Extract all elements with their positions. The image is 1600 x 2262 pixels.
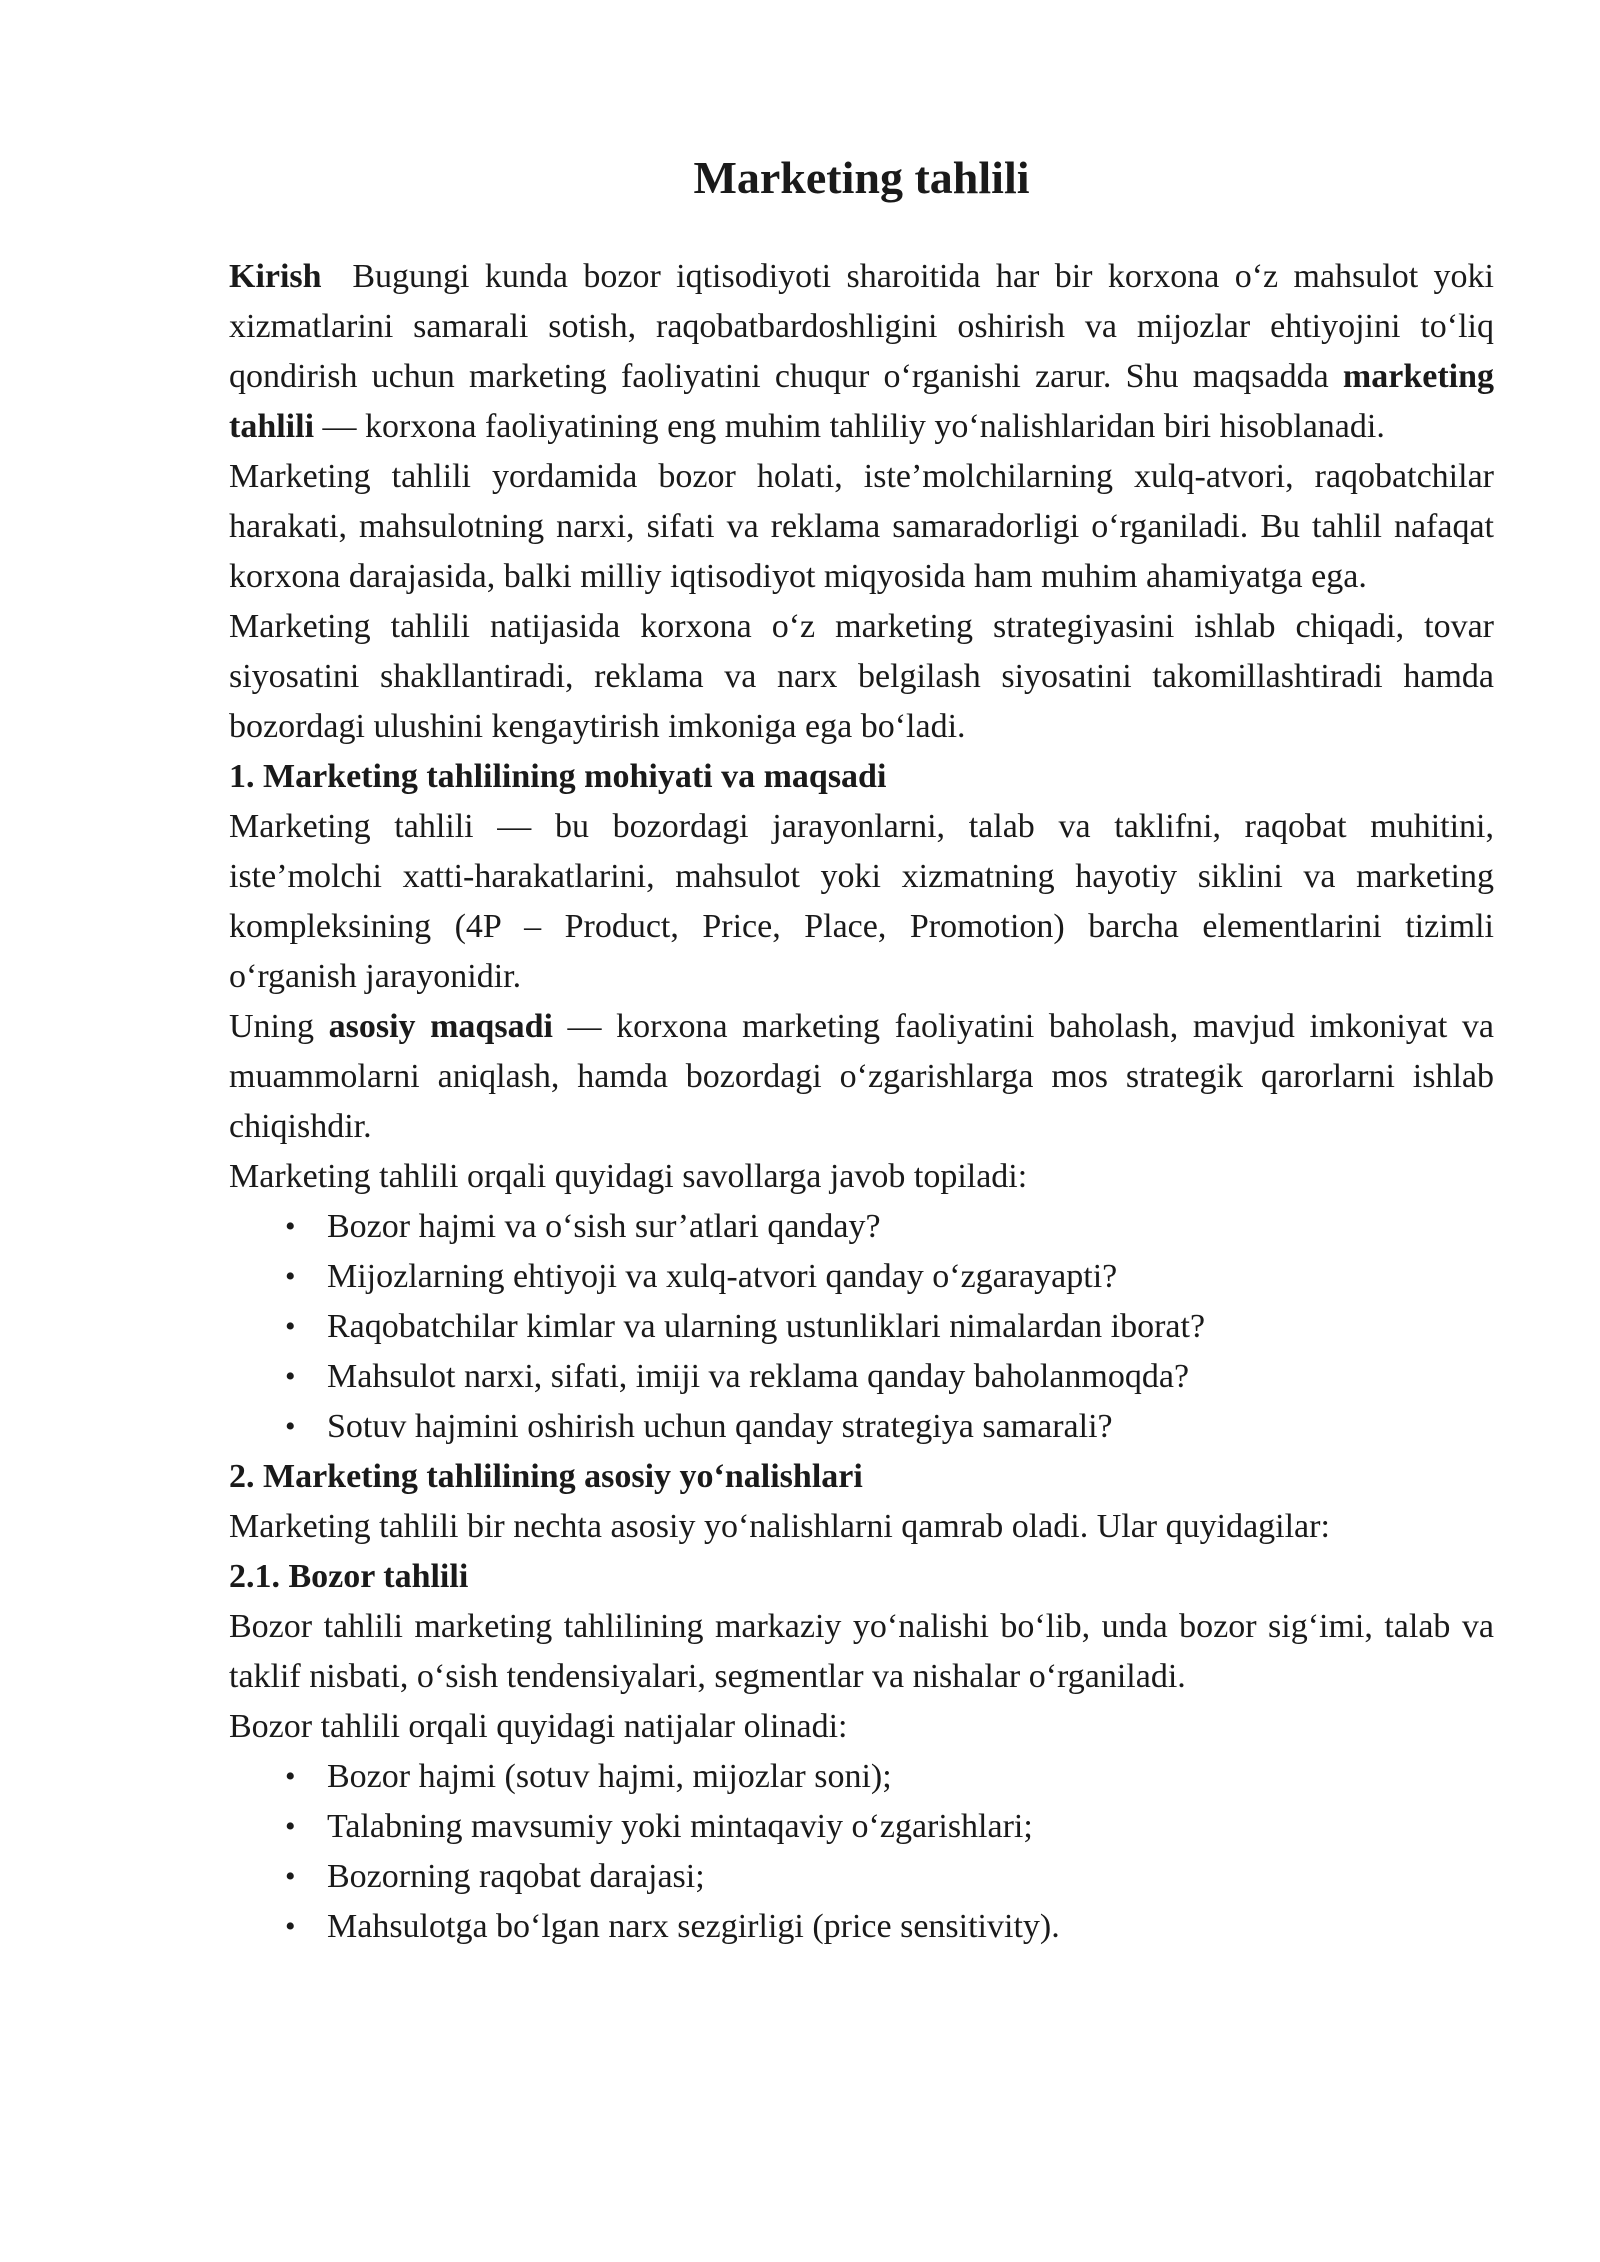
section-1-bold-term: asosiy maqsadi — [328, 1008, 553, 1045]
subsection-2-1-results-list — [229, 1752, 1494, 1952]
intro-bold-term: marketing tahlili — [229, 358, 1494, 445]
intro-paragraph-2: Marketing tahlili yordamida bozor holati, iste’molchilarning xulq-atvori, raqobatchilar harakati, mahsulotning narxi, sifati va reklama samaradorligi o‘rganiladi. Bu tahlil nafaqat korxona darajasida, balki milliy iqtisodiyot miqyosida ham muhim ahamiyatga ega. — [229, 458, 1494, 595]
section-1-paragraph-1: Marketing tahlili — bu bozordagi jarayonlarni, talab va taklifni, raqobat muhitini, iste’molchi xatti-harakatlarini, mahsulot yoki xizmatning hayotiy siklini va marketing kompleksining (4P – Product, Price, Place, Promotion) barcha elementlarini tizimli o‘rganish jarayonidir. — [229, 808, 1494, 995]
list-item: • Mijozlarning ehtiyoji va xulq-atvori qanday o‘zgarayapti? — [285, 1252, 1494, 1302]
section-1-question-list — [229, 1202, 1494, 1452]
section-2-heading: 2. Marketing tahlilining asosiy yo‘nalishlari — [229, 1458, 863, 1495]
intro-label: Kirish — [229, 258, 322, 295]
list-item: • Bozor hajmi va o‘sish sur’atlari qanday? — [285, 1202, 1494, 1252]
intro-text-b: — korxona faoliyatining eng muhim tahliliy yo‘nalishlaridan biri hisoblanadi. — [322, 408, 1385, 445]
subsection-2-1-paragraph-1: Bozor tahlili marketing tahlilining markaziy yo‘nalishi bo‘lib, unda bozor sig‘imi, talab va taklif nisbati, o‘sish tendensiyalari, segmentlar va nishalar o‘rganiladi. — [229, 1608, 1494, 1695]
list-item: • Raqobatchilar kimlar va ularning ustunliklari nimalardan iborat? — [285, 1302, 1494, 1352]
intro-paragraph-3: Marketing tahlili natijasida korxona o‘z marketing strategiyasini ishlab chiqadi, tovar siyosatini shakllantiradi, reklama va narx belgilash siyosatini takomillashtiradi hamda bozordagi ulushini kengaytirish imkoniga ega bo‘ladi. — [229, 608, 1494, 745]
section-2-paragraph-1: Marketing tahlili bir nechta asosiy yo‘nalishlarni qamrab oladi. Ular quyidagilar: — [229, 1508, 1330, 1545]
list-item: • Mahsulot narxi, sifati, imiji va reklama qanday baholanmoqda? — [285, 1352, 1494, 1402]
section-1-paragraph-3: Marketing tahlili orqali quyidagi savollarga javob topiladi: — [229, 1158, 1028, 1195]
intro-text-a: Bugungi kunda bozor iqtisodiyoti sharoitida har bir korxona o‘z mahsulot yoki xizmatlarini samarali sotish, raqobatbardoshligini oshirish va mijozlar ehtiyojini to‘liq qondirish uchun marketing faoliyatini chuqur o‘rganishi zarur. Shu maqsadda — [229, 258, 1494, 395]
list-item: • Bozorning raqobat darajasi; — [285, 1852, 1494, 1902]
document-title: Marketing tahlili — [693, 152, 1030, 203]
list-item: • Mahsulotga bo‘lgan narx sezgirligi (price sensitivity). — [285, 1902, 1494, 1952]
section-1-text-b: — korxona marketing faoliyatini baholash, mavjud imkoniyat va muammolarni aniqlash, hamda bozordagi o‘zgarishlarga mos strategik qarorlarni ishlab chiqishdir. — [229, 1008, 1495, 1145]
section-1-paragraph-2 — [229, 1002, 1494, 1152]
subsection-2-1-heading: 2.1. Bozor tahlili — [229, 1558, 469, 1595]
subsection-2-1-paragraph-2: Bozor tahlili orqali quyidagi natijalar olinadi: — [229, 1708, 848, 1745]
section-1-text-a: Uning — [229, 1008, 314, 1045]
intro-paragraph-1 — [229, 252, 1494, 452]
list-item: • Sotuv hajmini oshirish uchun qanday strategiya samarali? — [285, 1402, 1494, 1452]
list-item: • Talabning mavsumiy yoki mintaqaviy o‘zgarishlari; — [285, 1802, 1494, 1852]
list-item: • Bozor hajmi (sotuv hajmi, mijozlar soni); — [285, 1752, 1494, 1802]
section-1-heading: 1. Marketing tahlilining mohiyati va maqsadi — [229, 758, 887, 795]
